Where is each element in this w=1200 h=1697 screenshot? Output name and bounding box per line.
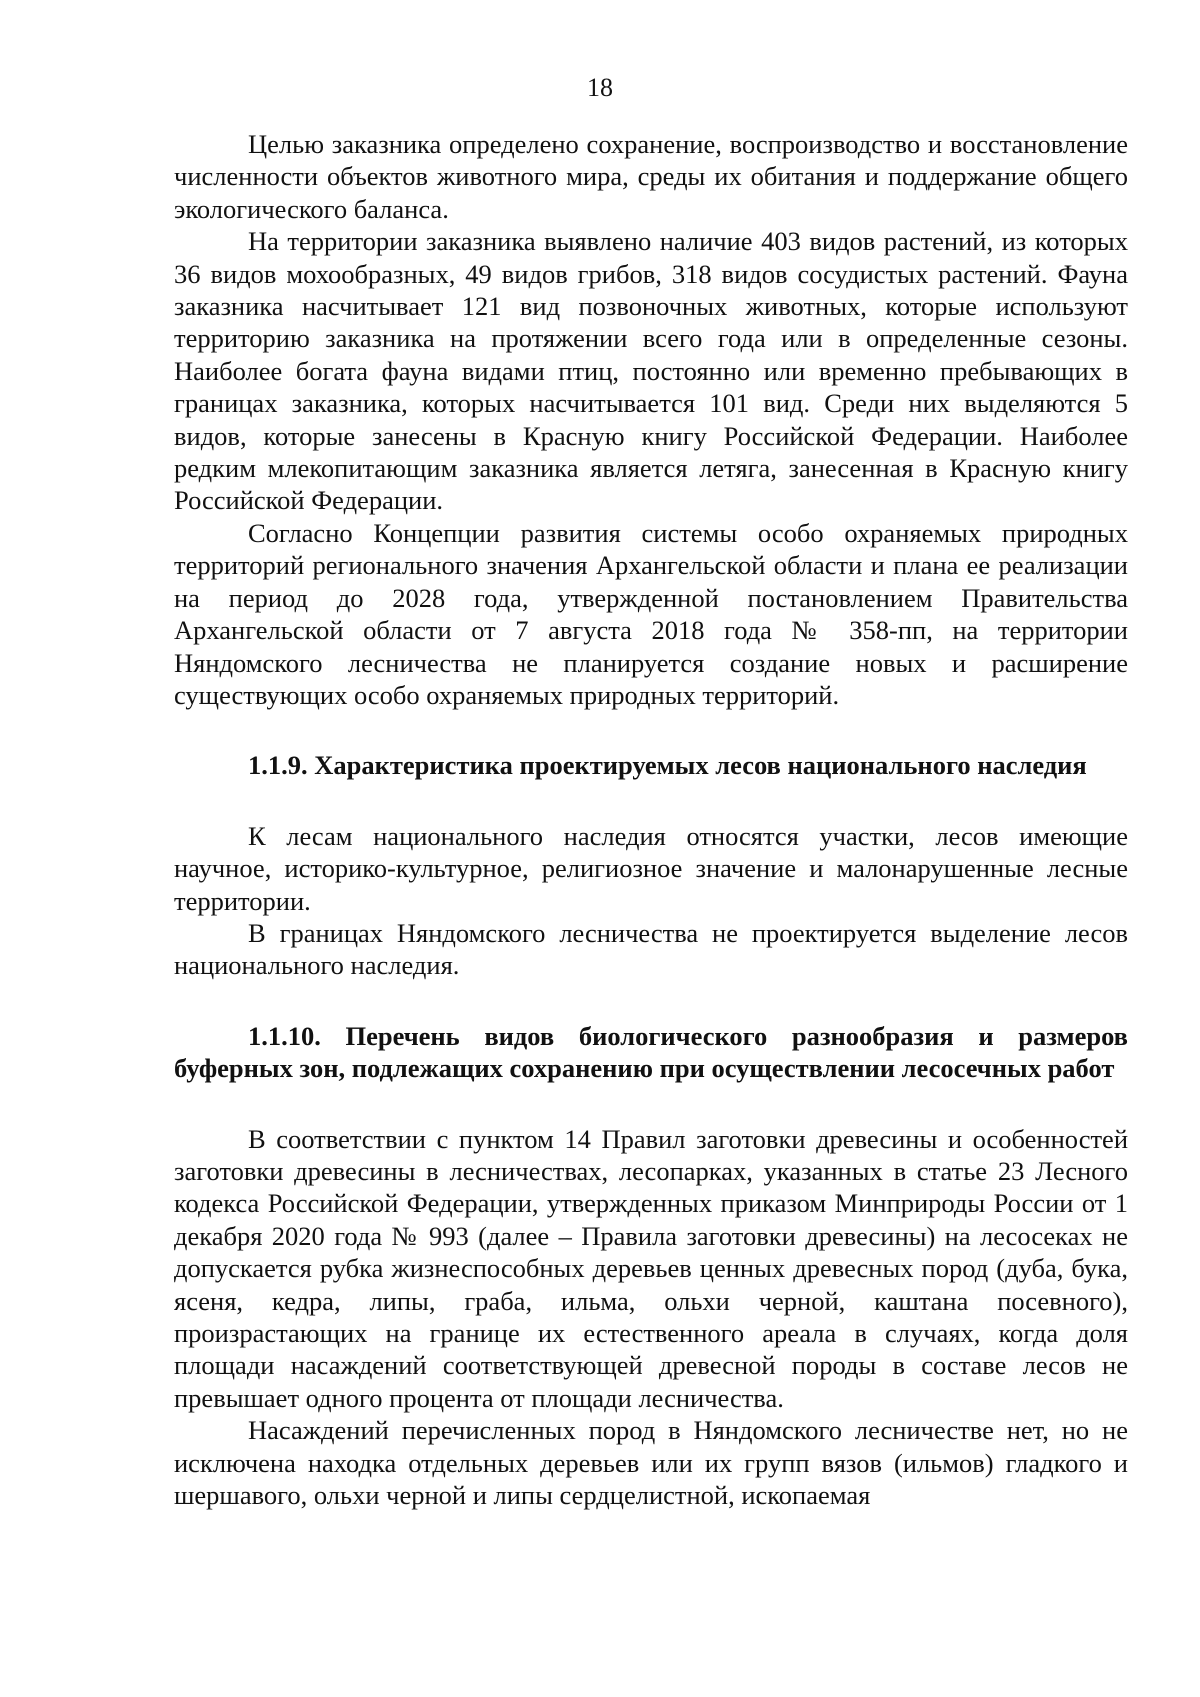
paragraph-heritage-forests-none: В границах Няндомского лесничества не проектируется выделение лесов национального наследия. [174, 917, 1128, 981]
paragraph-species-inventory: На территории заказника выявлено наличие 403 видов растений, из которых 36 видов мохообразных, 49 видов грибов, 318 видов сосудистых растений. Фауна заказника насчитывает 121 вид позвоночных животных, которые используют территорию заказника на протяжении всего года или в определенные сезоны. Наиболее богата фауна видами птиц, постоянно или временно пребывающих в границах заказника, которых насчитывается 101 вид. Среди них выделяются 5 видов, которые занесены в Красную книгу Российской Федерации. Наиболее редким млекопитающим заказника является летяга, занесенная в Красную книгу Российской Федерации. [174, 226, 1128, 516]
section-heading-1-1-10: 1.1.10. Перечень видов биологического разнообразия и размеров буферных зон, подлежащих сохранению при осуществлении лесосечных работ [174, 1020, 1128, 1084]
paragraph-heritage-forests-definition: К лесам национального наследия относятся участки, лесов имеющие научное, историко-культурное, религиозное значение и малонарушенные лесные территории. [174, 820, 1128, 916]
paragraph-reserve-goal: Целью заказника определено сохранение, воспроизводство и восстановление численности объектов животного мира, среды их обитания и поддержание общего экологического баланса. [174, 129, 1128, 224]
paragraph-concept-development: Согласно Концепции развития системы особо охраняемых природных территорий регионального значения Архангельской области и плана ее реализации на период до 2028 года, утвержденной постановлением Правительства Архангельской области от 7 августа 2018 года № 358-пп, на территории Няндомского лесничества не планируется создание новых и расширение существующих особо охраняемых природных территорий. [174, 517, 1128, 710]
paragraph-species-presence: Насаждений перечисленных пород в Няндомского лесничестве нет, но не исключена находка отдельных деревьев или их групп вязов (ильмов) гладкого и шершавого, ольхи черной и липы сердцелистной, ископаемая [174, 1415, 1128, 1511]
paragraph-logging-rules: В соответствии с пунктом 14 Правил заготовки древесины и особенностей заготовки древесины в лесничествах, лесопарках, указанных в статье 23 Лесного кодекса Российской Федерации, утвержденных приказом Минприроды России от 1 декабря 2020 года № 993 (далее – Правила заготовки древесины) на лесосеках не допускается рубка жизнеспособных деревьев ценных древесных пород (дуба, бука, ясеня, кедра, липы, граба, ильма, ольхи черной, каштана посевного), произрастающих на границе их естественного ареала в случаях, когда доля площади насаждений соответствующей древесной породы в составе лесов не превышает одного процента от площади лесничества. [174, 1123, 1128, 1413]
section-heading-1-1-9: 1.1.9. Характеристика проектируемых лесов национального наследия [248, 750, 1087, 781]
document-body [174, 128, 1128, 1511]
page-number: 18 [587, 73, 613, 102]
